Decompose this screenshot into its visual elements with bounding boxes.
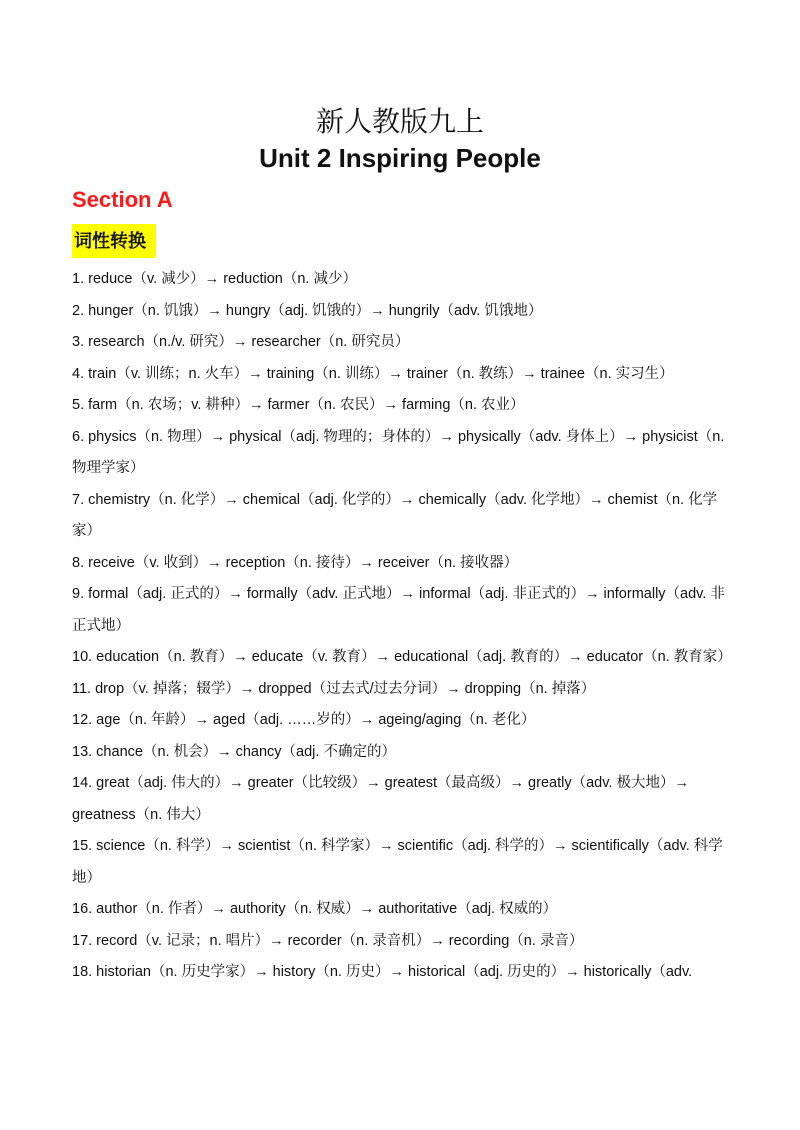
list-item: 17. record（v. 记录；n. 唱片）→ recorder（n. 录音机）→ recording（n. 录音） [72,932,584,949]
list-item: 5. farm（n. 农场；v. 耕种）→ farmer（n. 农民）→ farming（n. 农业） [72,397,525,413]
list-item: 14. great（adj. 伟大的）→ greater（比较级）→ greatest（最高级）→ greatly（adv. 极大地）→ greatness（n. 伟大） [72,775,689,823]
list-item: 16. author（n. 作者）→ authority（n. 权威）→ authoritative（adj. 权威的） [72,901,558,917]
document-title-chinese: 新人教版九上 [315,105,484,138]
list-item: 4. train（v. 训练；n. 火车）→ training（n. 训练）→ trainer（n. 教练）→ trainee（n. 实习生） [72,365,674,382]
list-item: 15. science（n. 科学）→ scientist（n. 科学家）→ scientific（adj. 科学的）→ scientifically（adv. 科学地） [72,838,723,886]
list-item: 13. chance（n. 机会）→ chancy（adj. 不确定的） [72,743,396,760]
list-item: 7. chemistry（n. 化学）→ chemical（adj. 化学的）→ chemically（adv. 化学地）→ chemist（n. 化学家） [72,491,718,539]
list-item: 3. research（n./v. 研究）→ researcher（n. 研究员） [72,334,410,350]
word-form-list [72,264,732,989]
list-item: 2. hunger（n. 饥饿）→ hungry（adj. 饥饿的）→ hungrily（adv. 饥饿地） [72,302,543,319]
list-item: 10. education（n. 教育）→ educate（v. 教育）→ educational（adj. 教育的）→ educator（n. 教育家） [72,649,732,665]
list-item: 18. historian（n. 历史学家）→ history（n. 历史）→ historical（adj. 历史的）→ historically（adv. [72,964,693,980]
document-title-english: Unit 2 Inspiring People [259,143,541,173]
list-item: 1. reduce（v. 减少）→ reduction（n. 减少） [72,271,357,287]
list-item: 9. formal（adj. 正式的）→ formally（adv. 正式地）→ informal（adj. 非正式的）→ informally（adv. 非正式地） [72,586,725,634]
section-heading: Section A [72,187,173,212]
list-item: 11. drop（v. 掉落；辍学）→ dropped（过去式/过去分词）→ dropping（n. 掉落） [72,680,596,697]
subsection-heading-highlighted: 词性转换 [72,224,156,258]
list-item: 8. receive（v. 收到）→ reception（n. 接待）→ receiver（n. 接收器） [72,554,519,571]
list-item: 12. age（n. 年龄）→ aged（adj. ……岁的）→ ageing/aging（n. 老化） [72,712,536,728]
list-item: 6. physics（n. 物理）→ physical（adj. 物理的；身体的）→ physically（adv. 身体上）→ physicist（n. 物理学家） [72,428,725,476]
